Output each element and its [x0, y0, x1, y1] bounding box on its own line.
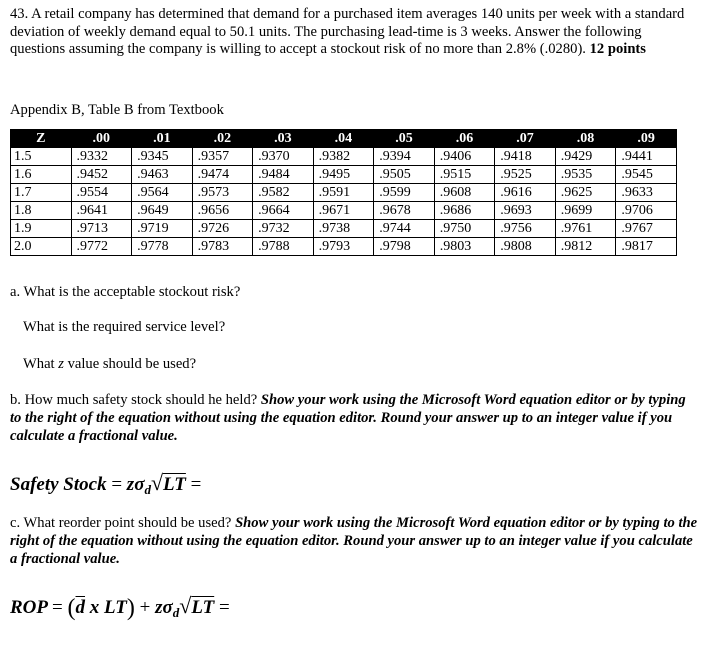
probability-cell: .9394 [374, 148, 435, 166]
z-table-header-cell: .08 [555, 130, 616, 148]
z-table-row [11, 238, 677, 256]
question-points: 12 points [589, 41, 646, 57]
z-table-header-cell: .07 [495, 130, 556, 148]
part-c-question [10, 514, 700, 568]
z-table-row [11, 166, 677, 184]
probability-cell: .9332 [71, 148, 132, 166]
equals-sign: = [52, 597, 63, 618]
part-b-question [10, 391, 700, 445]
probability-cell: .9767 [616, 220, 677, 238]
z-table-header-cell: .09 [616, 130, 677, 148]
probability-cell: .9803 [434, 238, 495, 256]
probability-cell: .9732 [253, 220, 314, 238]
z-value-cell: 1.6 [11, 166, 72, 184]
part-b-instruction: Show your work using the Microsoft Word equation editor or by typing to the right of the equation without using the equation editor. Round your answer up to an integer value if you calculate a fractional value. [10, 392, 686, 444]
lead-time: LT [191, 597, 215, 618]
z-table-header-cell: Z [11, 130, 72, 148]
sqrt-symbol: √ [150, 470, 164, 495]
z-sigma: zσ [126, 474, 145, 495]
probability-cell: .9649 [132, 202, 193, 220]
rop-label: ROP [10, 597, 48, 618]
question-body: 43. A retail company has determined that demand for a purchased item averages 140 units per week with a standard deviation of weekly demand equal to 50.1 units. The purchasing lead-time is 3 weeks. Answer the following questions assuming the company is willing to accept a stockout risk of no more than 2.8% (.0280). [10, 6, 685, 57]
z-table-row [11, 184, 677, 202]
probability-cell: .9406 [434, 148, 495, 166]
probability-cell: .9713 [71, 220, 132, 238]
part-a-question-1: a. What is the acceptable stockout risk? [10, 284, 241, 300]
probability-cell: .9772 [71, 238, 132, 256]
times-lead-time: x LT [85, 597, 127, 618]
probability-cell: .9382 [313, 148, 374, 166]
appendix-title: Appendix B, Table B from Textbook [10, 102, 224, 118]
equals-sign-end: = [218, 597, 230, 618]
part-a-question-2: What is the required service level? [23, 319, 226, 335]
z-value-cell: 2.0 [11, 238, 72, 256]
probability-cell: .9418 [495, 148, 556, 166]
probability-cell: .9525 [495, 166, 556, 184]
probability-cell: .9554 [71, 184, 132, 202]
probability-cell: .9441 [616, 148, 677, 166]
z-table-row [11, 220, 677, 238]
probability-cell: .9545 [616, 166, 677, 184]
sqrt-symbol: √ [179, 593, 192, 618]
part-a-q3-variable: z [58, 356, 64, 372]
probability-cell: .9474 [192, 166, 253, 184]
probability-cell: .9641 [71, 202, 132, 220]
part-c-question-text: c. What reorder point should be used? [10, 515, 236, 531]
probability-cell: .9812 [555, 238, 616, 256]
lead-time: LT [163, 474, 186, 495]
probability-cell: .9726 [192, 220, 253, 238]
probability-cell: .9738 [313, 220, 374, 238]
safety-stock-equation [10, 470, 201, 498]
probability-cell: .9699 [555, 202, 616, 220]
probability-cell: .9535 [555, 166, 616, 184]
probability-cell: .9370 [253, 148, 314, 166]
probability-cell: .9495 [313, 166, 374, 184]
z-value-cell: 1.5 [11, 148, 72, 166]
sigma-subscript: d [172, 605, 180, 620]
probability-cell: .9798 [374, 238, 435, 256]
probability-cell: .9671 [313, 202, 374, 220]
probability-cell: .9582 [253, 184, 314, 202]
probability-cell: .9664 [253, 202, 314, 220]
z-table-header-row [11, 130, 677, 148]
probability-cell: .9761 [555, 220, 616, 238]
probability-cell: .9817 [616, 238, 677, 256]
question-text [10, 6, 700, 59]
probability-cell: .9608 [434, 184, 495, 202]
z-value-cell: 1.7 [11, 184, 72, 202]
part-c-instruction: Show your work using the Microsoft Word equation editor or by typing to the right of the equation without using the equation editor. Round your answer up to an integer value if you calculate a fractional value. [10, 515, 698, 567]
probability-cell: .9788 [253, 238, 314, 256]
probability-cell: .9633 [616, 184, 677, 202]
probability-cell: .9452 [71, 166, 132, 184]
part-a-q3-suffix: value should be used? [63, 356, 197, 372]
probability-cell: .9750 [434, 220, 495, 238]
sigma-subscript: d [144, 482, 151, 497]
equals-sign-end: = [190, 474, 202, 495]
d-bar: $\overline{d}$ [75, 597, 86, 618]
z-table-row [11, 202, 677, 220]
probability-cell: .9656 [192, 202, 253, 220]
probability-cell: .9484 [253, 166, 314, 184]
z-table [10, 129, 677, 256]
probability-cell: .9719 [132, 220, 193, 238]
part-b-question-text: b. How much safety stock should he held? [10, 392, 261, 408]
probability-cell: .9693 [495, 202, 556, 220]
probability-cell: .9778 [132, 238, 193, 256]
probability-cell: .9625 [555, 184, 616, 202]
z-sigma: zσ [155, 597, 173, 618]
z-table-header-cell: .03 [253, 130, 314, 148]
part-a-q3-prefix: What [23, 356, 59, 372]
z-value-cell: 1.9 [11, 220, 72, 238]
z-table-header-cell: .04 [313, 130, 374, 148]
probability-cell: .9345 [132, 148, 193, 166]
probability-cell: .9463 [132, 166, 193, 184]
probability-cell: .9706 [616, 202, 677, 220]
z-table-header-cell: .05 [374, 130, 435, 148]
probability-cell: .9793 [313, 238, 374, 256]
z-table-body [11, 148, 677, 256]
probability-cell: .9564 [132, 184, 193, 202]
probability-cell: .9783 [192, 238, 253, 256]
probability-cell: .9357 [192, 148, 253, 166]
probability-cell: .9756 [495, 220, 556, 238]
probability-cell: .9808 [495, 238, 556, 256]
z-table-header-cell: .00 [71, 130, 132, 148]
rop-equation [10, 593, 230, 622]
close-paren: ) [126, 595, 135, 621]
probability-cell: .9505 [374, 166, 435, 184]
probability-cell: .9744 [374, 220, 435, 238]
probability-cell: .9678 [374, 202, 435, 220]
z-table-header-cell: .06 [434, 130, 495, 148]
z-table-header-cell: .02 [192, 130, 253, 148]
plus-sign: + [139, 597, 151, 618]
probability-cell: .9591 [313, 184, 374, 202]
z-value-cell: 1.8 [11, 202, 72, 220]
z-table-header-cell: .01 [132, 130, 193, 148]
part-a-question-3 [23, 355, 196, 373]
probability-cell: .9429 [555, 148, 616, 166]
z-table-row [11, 148, 677, 166]
safety-stock-label: Safety Stock [10, 474, 107, 495]
equals-sign: = [111, 474, 123, 495]
probability-cell: .9616 [495, 184, 556, 202]
open-paren: ( [67, 595, 76, 621]
probability-cell: .9599 [374, 184, 435, 202]
probability-cell: .9515 [434, 166, 495, 184]
probability-cell: .9686 [434, 202, 495, 220]
probability-cell: .9573 [192, 184, 253, 202]
